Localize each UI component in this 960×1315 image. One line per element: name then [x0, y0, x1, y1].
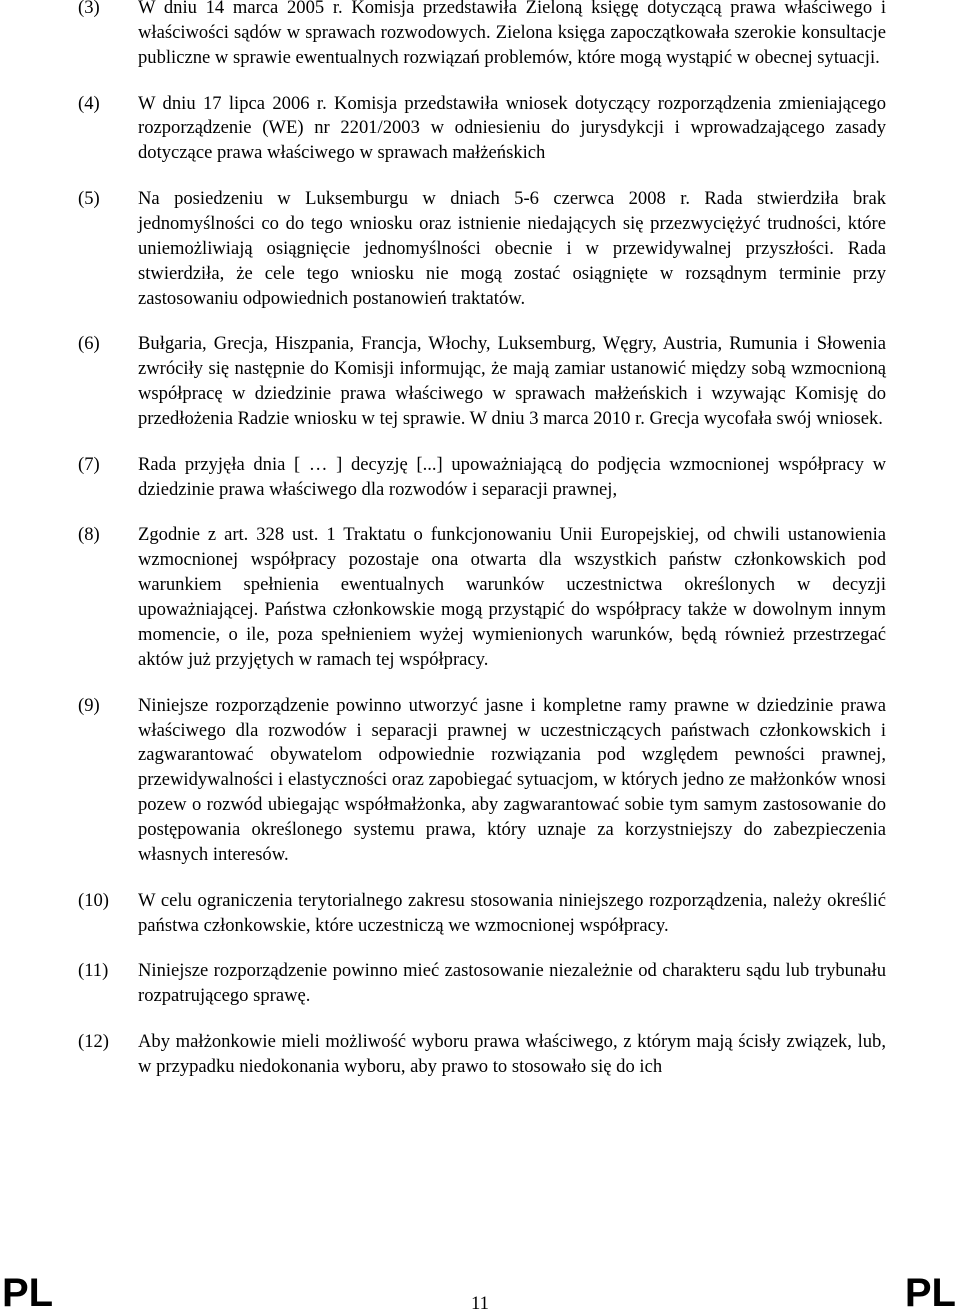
recital-text: Bułgaria, Grecja, Hiszpania, Francja, Włochy, Luksemburg, Węgry, Austria, Rumunia i Słowenia zwróciły się następnie do Komisji informując, że mają zamiar ustanowić między sobą wzmocnioną współpracę w dziedzinie prawa właściwego w sprawach małżeńskich i wzywając Komisję do przedłożenia Radzie wniosku w tej sprawie. W dniu 3 marca 2010 r. Grecja wycofała swój wniosek. [138, 333, 886, 430]
recital-number: (12) [78, 1030, 109, 1052]
recital-paragraph [78, 332, 886, 432]
recital-number: (5) [78, 188, 100, 210]
recital-paragraph [78, 1030, 886, 1080]
footer-language-code-right: PL [904, 1271, 956, 1315]
recital-number: (9) [78, 694, 100, 716]
footer-language-code-left: PL [2, 1271, 54, 1315]
recital-paragraph [78, 523, 886, 672]
recital-number: (11) [78, 960, 109, 982]
recital-number: (3) [78, 0, 100, 18]
recital-number: (7) [78, 453, 100, 475]
recital-paragraph [78, 0, 886, 71]
recital-paragraph [78, 92, 886, 167]
recital-text: Niniejsze rozporządzenie powinno utworzyć jasne i kompletne ramy prawne w dziedzinie prawa właściwego dla rozwodów i separacji prawnej w uczestniczących państwach członkowskich i zagwarantować obywatelom odpowiednie rozwiązania pod względem pewności prawnej, przewidywalności i elastyczności oraz zapobiegać sytuacjom, w których jedno ze małżonków wnosi pozew o rozwód ubiegając współmałżonka, aby zagwarantować sobie tym samym zastosowanie do postępowania określonego systemu prawa, który uznaje za korzystniejszy do zabezpieczenia własnych interesów. [138, 694, 886, 866]
recital-paragraph [78, 889, 886, 939]
recital-text: W celu ograniczenia terytorialnego zakresu stosowania niniejszego rozporządzenia, należy określić państwa członkowskie, które uczestniczą we wzmocnionej współpracy. [138, 889, 886, 936]
recital-text: Rada przyjęła dnia [ … ] decyzję [...] upoważniającą do podjęcia wzmocnionej współpracy w dziedzinie prawa właściwego dla rozwodów i separacji prawnej, [138, 453, 886, 500]
recital-paragraph [78, 694, 886, 868]
recital-text: Zgodnie z art. 328 ust. 1 Traktatu o funkcjonowaniu Unii Europejskiej, od chwili ustanowienia wzmocnionej współpracy pozostaje ona otwarta dla wszystkich państw członkowskich pod warunkiem spełnienia ewentualnych warunków uczestnictwa określonych w decyzji upoważniającej. Państwa członkowskie mogą przystąpić do współpracy także w dowolnym innym momencie, o ile, poza spełnieniem wyżej wymienionych warunków, będą również przestrzegać aktów już przyjętych w ramach tej współpracy. [138, 524, 886, 670]
recital-text: W dniu 14 marca 2005 r. Komisja przedstawiła Zieloną księgę dotyczącą prawa właściwego i właściwości sądów w sprawach rozwodowych. Zielona księga zapoczątkowała szerokie konsultacje publiczne w sprawie ewentualnych rozwiązań problemów, które mogą wystąpić w obecnej sytuacji. [138, 0, 886, 68]
recital-text: Na posiedzeniu w Luksemburgu w dniach 5-6 czerwca 2008 r. Rada stwierdziła brak jednomyślności co do tego wniosku oraz istnienie niedających się przezwyciężyć trudności, które uniemożliwiają osiągnięcie jednomyślności obecnie i w przewidywalnej przyszłości. Rada stwierdziła, że cele tego wniosku nie mogą zostać osiągnięte w rozsądnym terminie przy zastosowaniu odpowiednich postanowień traktatów. [138, 188, 886, 309]
recital-number: (4) [78, 92, 100, 114]
recital-text: Aby małżonkowie mieli możliwość wyboru prawa właściwego, z którym mają ścisły związek, lub, w przypadku niedokonania wyboru, aby prawo to stosowało się do ich [138, 1030, 886, 1077]
recital-paragraph [78, 959, 886, 1009]
recital-text: W dniu 17 lipca 2006 r. Komisja przedstawiła wniosek dotyczący rozporządzenia zmieniającego rozporządzenie (WE) nr 2201/2003 w odniesieniu do jurysdykcji i wprowadzającego zasady dotyczące prawa właściwego w sprawach małżeńskich [138, 92, 886, 164]
recital-number: (6) [78, 333, 100, 355]
page-number: 11 [471, 1293, 489, 1314]
recital-paragraph [78, 187, 886, 312]
recital-number: (10) [78, 889, 109, 911]
recital-paragraph [78, 453, 886, 503]
recitals-list [78, 0, 886, 1101]
recital-text: Niniejsze rozporządzenie powinno mieć zastosowanie niezależnie od charakteru sądu lub trybunału rozpatrującego sprawę. [138, 960, 886, 1007]
recital-number: (8) [78, 524, 100, 546]
